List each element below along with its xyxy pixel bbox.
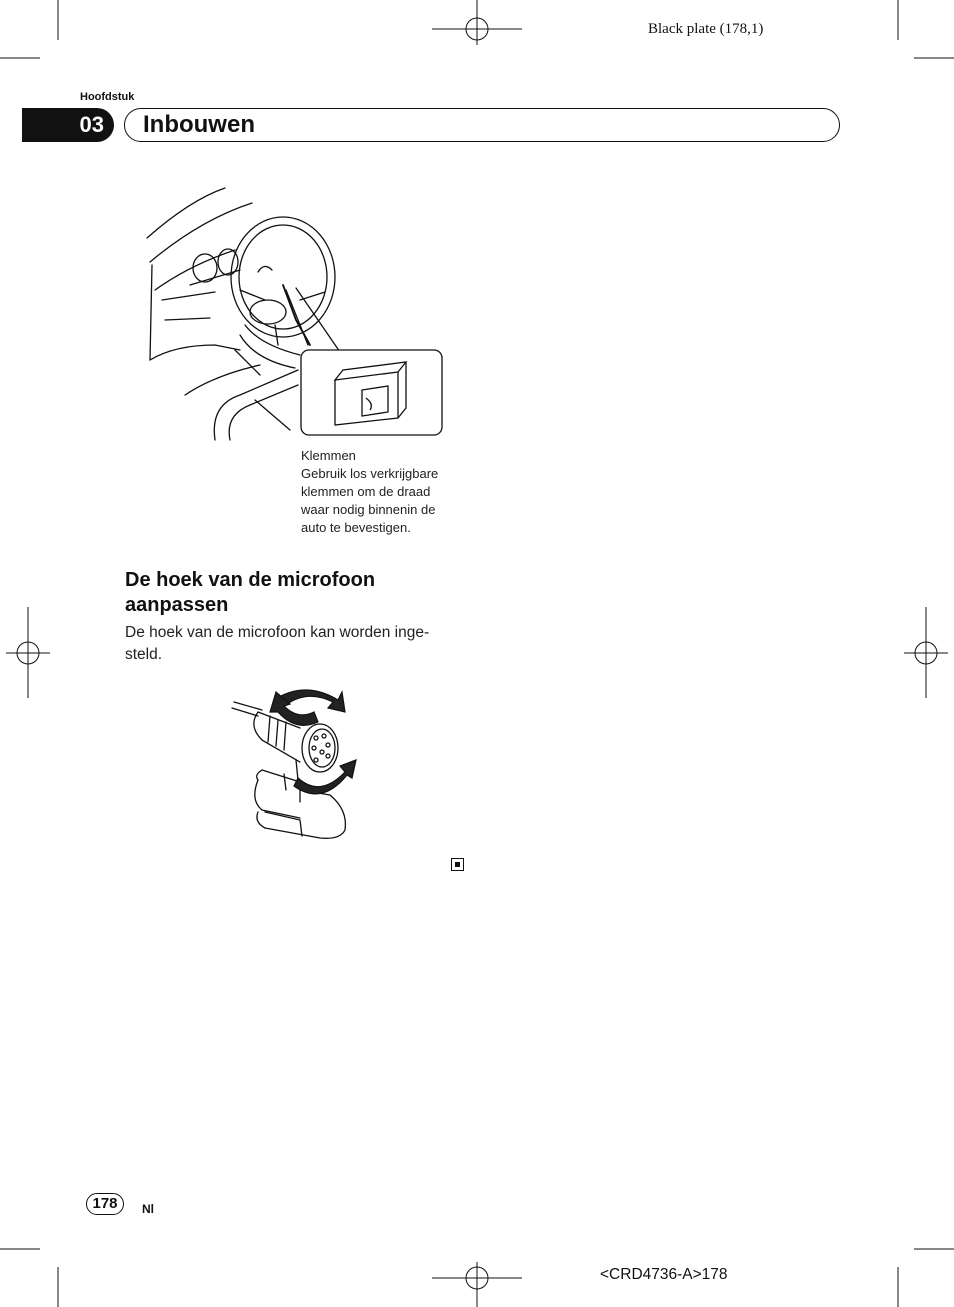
caption-line: auto te bevestigen. [301, 520, 411, 535]
document-code: <CRD4736-A>178 [600, 1266, 728, 1283]
page-number: 178 [86, 1193, 124, 1215]
plate-label: Black plate (178,1) [648, 21, 764, 37]
chapter-label: Hoofdstuk [80, 91, 135, 103]
chapter-number: 03 [22, 108, 114, 142]
chapter-title: Inbouwen [143, 111, 255, 138]
section-body-line: steld. [125, 646, 163, 663]
caption-line: klemmen om de draad [301, 484, 431, 499]
section-heading-line: De hoek van de microfoon [125, 569, 376, 591]
caption-line: waar nodig binnenin de [301, 502, 436, 517]
caption-line: Gebruik los verkrijgbare [301, 466, 439, 481]
section-heading-line: aanpassen [125, 594, 229, 616]
caption-title: Klemmen [301, 448, 356, 463]
language-code: Nl [142, 1202, 154, 1216]
section-end-mark [451, 858, 464, 871]
section-body-line: De hoek van de microfoon kan worden inge- [125, 624, 430, 641]
